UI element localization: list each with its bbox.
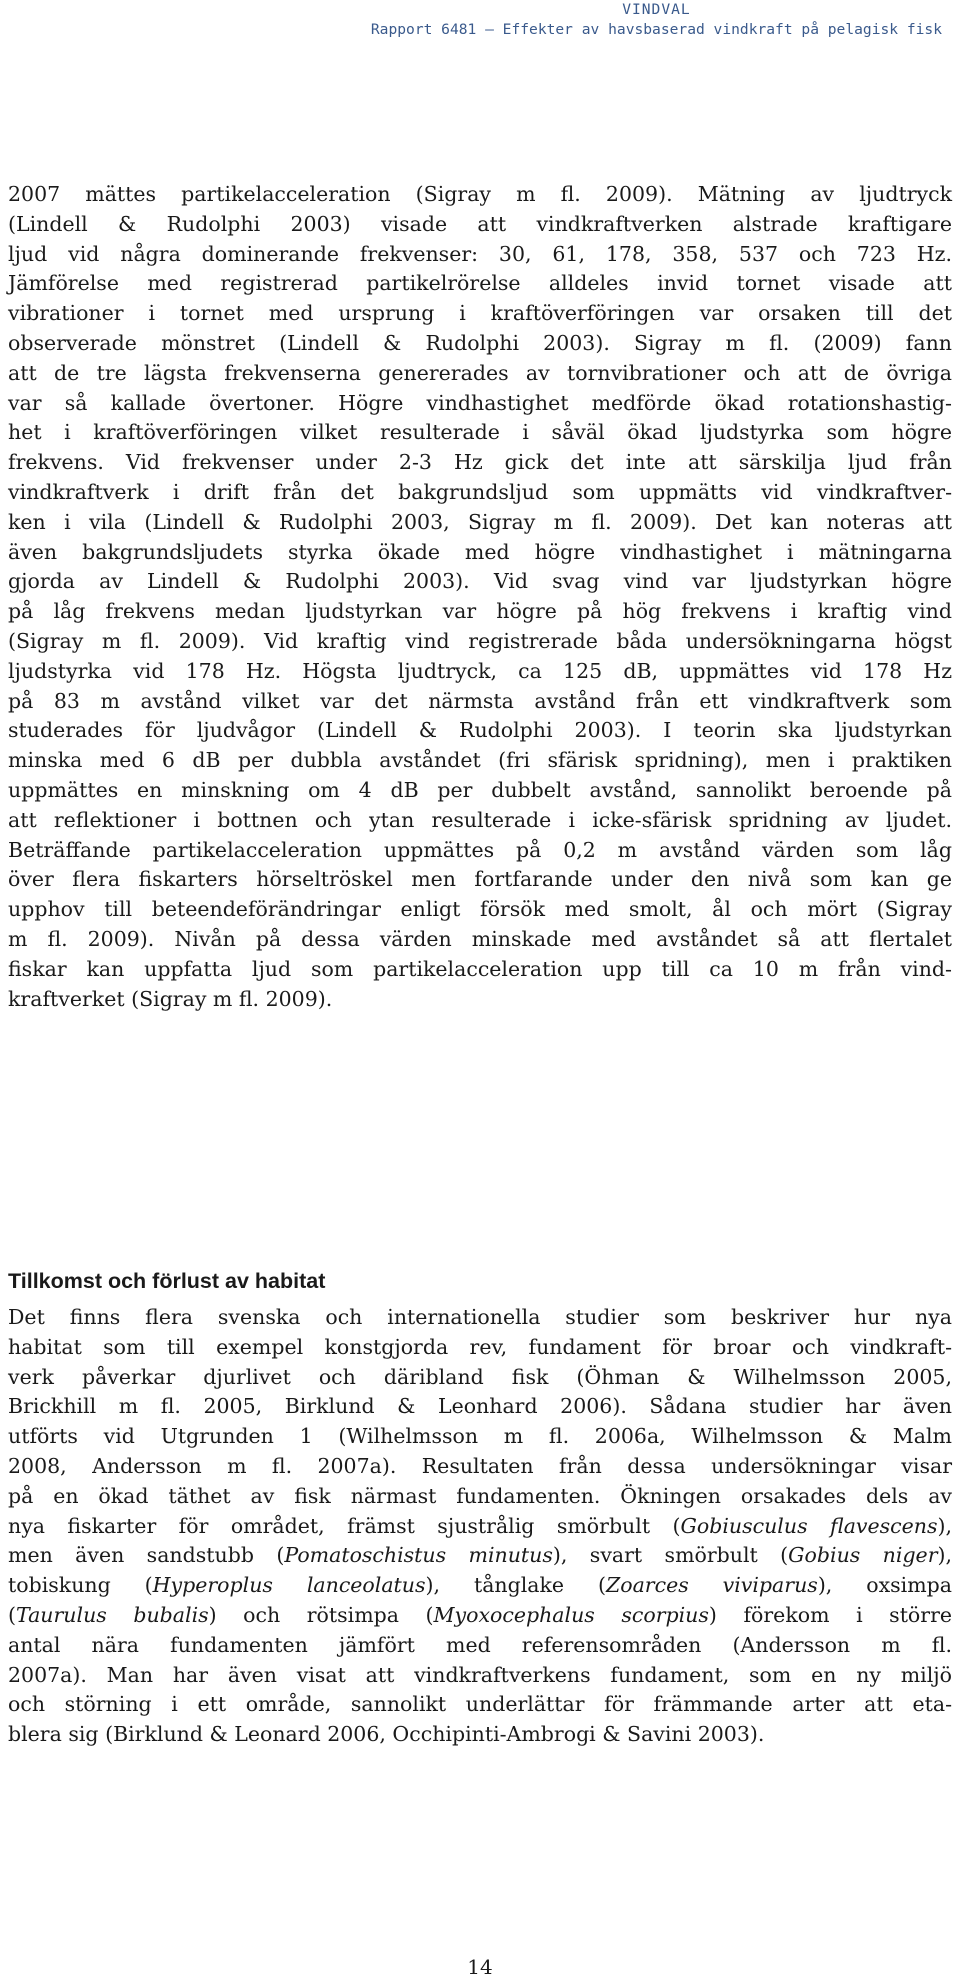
text-line: 2008, Andersson m fl. 2007a). Resultaten från dessa undersökningar visar [8,1453,952,1478]
species-name: Pomatoschistus minutus [284,1543,553,1568]
text-run: ), tånglake ( [425,1573,606,1598]
text-line [8,1512,952,1542]
paragraph-habitat [8,1303,952,1750]
text-line: het i kraftöverföringen vilket resulterade i såväl ökad ljudstyrka som högre [8,420,952,445]
text-line: ljud vid några dominerande frekvenser: 30, 61, 178, 358, 537 och 723 Hz. [8,241,952,266]
text-run: ) och rötsimpa ( [208,1602,434,1627]
species-name: Hyperoplus lanceolatus [152,1573,426,1598]
page-number: 14 [467,1955,493,1979]
text-line: över flera fiskarters hörseltröskel men fortfarande under den nivå som kan ge [8,867,952,892]
text-line: habitat som till exempel konstgjorda rev, fundament för broar och vindkraft- [8,1334,952,1359]
text-line: på 83 m avstånd vilket var det närmsta avstånd från ett vindkraftverk som [8,688,952,713]
text-line: Beträffande partikelacceleration uppmättes på 0,2 m avstånd värden som låg [8,837,952,862]
species-name: Gobiusculus flavescens [680,1513,938,1538]
text-line: Brickhill m fl. 2005, Birklund & Leonhard 2006). Sådana studier har även [8,1394,952,1419]
running-header [371,0,942,40]
text-run: ), oxsimpa [817,1573,953,1598]
text-run: ), [937,1513,952,1538]
species-name: Gobius niger [788,1543,938,1568]
section-heading: Tillkomst och förlust av habitat [8,1269,326,1293]
text-line: vibrationer i tornet med ursprung i kraftöverföringen var orsaken till det [8,301,952,326]
text-line: 2007a). Man har även visat att vindkraftverkens fundament, som en ny miljö [8,1662,952,1687]
species-name: Myoxocephalus scorpius [433,1602,709,1627]
text-line: ken i vila (Lindell & Rudolphi 2003, Sigray m fl. 2009). Det kan noteras att [8,509,952,534]
text-run: ), [937,1543,953,1568]
header-series: VINDVAL [622,1,691,18]
text-run: ) förekom i större [708,1602,952,1627]
text-line: även bakgrundsljudets styrka ökade med högre vindhastighet i mätningarna [8,539,952,564]
text-line: upphov till beteendeförändringar enligt försök med smolt, ål och mört (Sigray [8,897,952,922]
header-report-title: Rapport 6481 – Effekter av havsbaserad vindkraft på pelagisk fisk [370,21,942,38]
text-line: på låg frekvens medan ljudstyrkan var högre på hög frekvens i kraftig vind [8,599,952,624]
text-line [8,1571,952,1601]
text-line: observerade mönstret (Lindell & Rudolphi 2003). Sigray m fl. (2009) fann [8,330,952,355]
text-line: m fl. 2009). Nivån på dessa värden minskade med avståndet så att flertalet [8,926,952,951]
text-line: att reflektioner i bottnen och ytan resulterade i icke-sfärisk spridning av ljudet. [8,807,952,832]
text-line: blera sig (Birklund & Leonard 2006, Occhipinti-Ambrogi & Savini 2003). [8,1722,765,1747]
text-line [8,1601,952,1631]
text-run: ( [8,1602,16,1627]
paragraph-noise-measurements [8,180,952,1014]
text-line: och störning i ett område, sannolikt underlättar för främmande arter att eta- [8,1692,952,1717]
text-run: ), svart smörbult ( [552,1543,789,1568]
text-line: vindkraftverk i drift från det bakgrundsljud som uppmätts vid vindkraftver- [8,479,952,504]
species-name: Taurulus bubalis [16,1602,209,1627]
text-line [8,1541,952,1571]
text-run: nya fiskarter för området, främst sjustrålig smörbult ( [8,1513,681,1538]
text-line: gjorda av Lindell & Rudolphi 2003). Vid svag vind var ljudstyrkan högre [8,569,952,594]
text-line: kraftverket (Sigray m fl. 2009). [8,986,333,1011]
text-line: utförts vid Utgrunden 1 (Wilhelmsson m fl. 2006a, Wilhelmsson & Malm [8,1424,952,1449]
text-line: ljudstyrka vid 178 Hz. Högsta ljudtryck, ca 125 dB, uppmättes vid 178 Hz [8,658,952,683]
text-run: tobiskung ( [8,1573,153,1598]
species-name: Zoarces viviparus [606,1573,818,1598]
text-line: på en ökad täthet av fisk närmast fundamenten. Ökningen orsakades dels av [8,1483,952,1508]
text-line: (Sigray m fl. 2009). Vid kraftig vind registrerade båda undersökningarna högst [8,628,952,653]
text-line: minska med 6 dB per dubbla avståndet (fri sfärisk spridning), men i praktiken [8,748,952,773]
text-line: var så kallade övertoner. Högre vindhastighet medförde ökad rotationshastig- [8,390,952,415]
text-line: (Lindell & Rudolphi 2003) visade att vindkraftverken alstrade kraftigare [8,211,952,236]
text-line: studerades för ljudvågor (Lindell & Rudolphi 2003). I teorin ska ljudstyrkan [8,718,952,743]
text-line: 2007 mättes partikelacceleration (Sigray m fl. 2009). Mätning av ljudtryck [8,182,952,206]
text-line: att de tre lägsta frekvenserna genererades av tornvibrationer och att de övriga [8,360,952,385]
text-line: fiskar kan uppfatta ljud som partikelacceleration upp till ca 10 m från vind- [8,956,952,981]
text-line: Det finns flera svenska och internationella studier som beskriver hur nya [8,1305,952,1329]
text-line: antal nära fundamenten jämfört med referensområden (Andersson m fl. [8,1632,952,1657]
text-run: men även sandstubb ( [8,1543,285,1568]
text-line: frekvens. Vid frekvenser under 2-3 Hz gick det inte att särskilja ljud från [8,450,952,475]
text-line: uppmättes en minskning om 4 dB per dubbelt avstånd, sannolikt beroende på [8,777,952,802]
text-line: verk påverkar djurlivet och däribland fisk (Öhman & Wilhelmsson 2005, [8,1364,952,1389]
text-line: Jämförelse med registrerad partikelrörelse alldeles invid tornet visade att [8,271,952,296]
